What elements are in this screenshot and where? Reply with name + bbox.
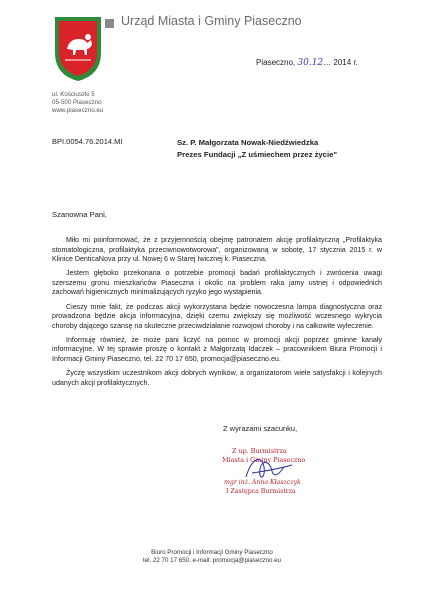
recipient-title: Prezes Fundacji „Z uśmiechem przez życie" bbox=[177, 150, 338, 159]
date-year: 2014 r. bbox=[333, 58, 358, 67]
salutation: Szanowna Pani, bbox=[52, 210, 107, 219]
date-dots: … bbox=[323, 58, 332, 67]
footer-contact: tel. 22 70 17 650, e-mail: promocja@piaseczno.eu bbox=[142, 557, 282, 564]
address-website: www.piaseczno.eu bbox=[52, 106, 104, 114]
stamp-line: Z up. Burmistrza bbox=[232, 447, 287, 455]
stamp-line: mgr inż. Anna Kłaszczyk bbox=[224, 479, 301, 486]
address-line: 05-500 Piaseczno bbox=[52, 98, 102, 106]
stamp-line: I Zastępca Burmistrza bbox=[226, 488, 296, 495]
address-line: ul. Kościuszki 5 bbox=[52, 91, 95, 98]
place-and-date bbox=[256, 58, 358, 68]
body-paragraph: Jestem głęboko przekonana o potrzebie promocji badań profilaktycznych i zwrócenia uwagi szerszemu gronu mieszkańców Piaseczna i okolic na problem raka jamy ustnej i odpowiednich zachowań higienicznych minimalizujących ryzyko jego wystąpienia. bbox=[52, 269, 382, 297]
coat-of-arms-logo bbox=[53, 15, 103, 83]
signature-stamp bbox=[222, 443, 314, 507]
reference-number: BPI.0054.76.2014.MI bbox=[52, 137, 123, 146]
handwritten-date: 30.12 bbox=[297, 58, 324, 68]
footer-office: Biuro Promocji i Informacji Gminy Piaseczno bbox=[151, 549, 273, 556]
recipient bbox=[177, 137, 337, 161]
letter-body bbox=[52, 236, 382, 393]
header-square-marker bbox=[105, 19, 114, 28]
closing-phrase: Z wyrazami szacunku, bbox=[223, 424, 298, 433]
body-paragraph: Życzę wszystkim uczestnikom akcji dobrych wyników, a organizatorom wiele satysfakcji i kolejnych udanych akcji profilaktycznych. bbox=[52, 369, 382, 387]
footer bbox=[0, 549, 424, 565]
body-paragraph: Informuję również, że może pani liczyć na pomoc w promocji akcji poprzez gminne kanały informacyjne. W tej sprawie proszę o kontakt z Małgorzatą Idaczek – pracownikiem Biura Promocji i Informacji Gminy Piaseczno, tel. 22 70 17 650, promocja@piaseczno.eu. bbox=[52, 335, 382, 364]
place: Piaseczno, bbox=[256, 58, 296, 67]
office-name: Urząd Miasta i Gminy Piaseczno bbox=[121, 14, 302, 28]
stamp-line: Miasta i Gminy Piaseczno bbox=[222, 456, 306, 464]
recipient-name: Sz. P. Małgorzata Nowak-Niedźwiedzka bbox=[177, 138, 319, 147]
body-paragraph: Cieszy mnie fakt, że podczas akcji wykorzystana będzie nowoczesna lampa diagnostyczna oraz prowadzona będzie akcja informacyjna, dzięki czemu zwiększy się możliwość wczesnego wykrycia choroby dającego szansę na skuteczne przeciwdziałanie rozwojowi choroby i na całkowite wyleczenie. bbox=[52, 302, 382, 330]
body-paragraph: Miło mi poinformować, że z przyjemnością obejmę patronatem akcję profilaktyczną „Profilaktyka stomatologiczna, profilaktyka przeciwnowotworowa", organizowaną w sobotę, 17 stycznia 2015 r. w Klinice DenticaNova przy ul. Nowej 6 w Starej Iwicznej k. Piaseczna. bbox=[52, 236, 382, 264]
office-address bbox=[52, 91, 103, 114]
